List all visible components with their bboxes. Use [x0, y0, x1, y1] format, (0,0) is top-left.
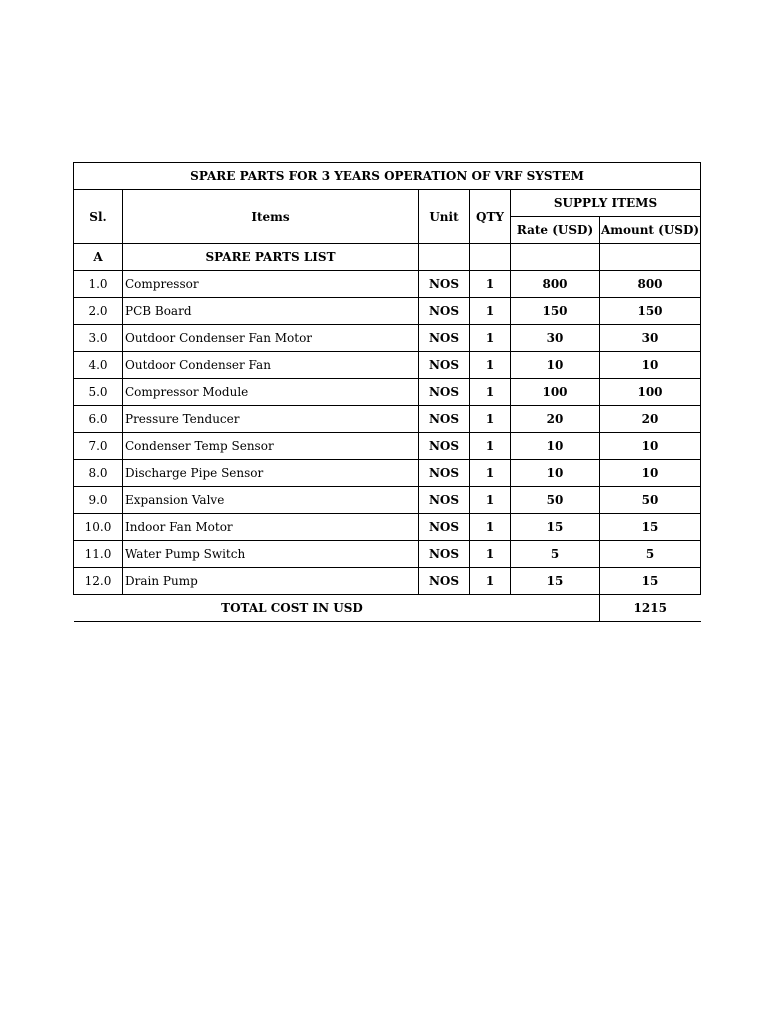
- section-empty-cell: [511, 244, 600, 271]
- header-rate: Rate (USD): [511, 217, 600, 244]
- cell-sl: 7.0: [74, 433, 123, 460]
- cell-sl: 1.0: [74, 271, 123, 298]
- header-qty: QTY: [470, 190, 511, 244]
- cell-unit: NOS: [419, 406, 470, 433]
- cell-unit: NOS: [419, 298, 470, 325]
- cell-rate: 150: [511, 298, 600, 325]
- cell-unit: NOS: [419, 433, 470, 460]
- cell-unit: NOS: [419, 271, 470, 298]
- cell-amount: 50: [600, 487, 701, 514]
- cell-qty: 1: [470, 487, 511, 514]
- table-row: [74, 514, 701, 541]
- cell-qty: 1: [470, 298, 511, 325]
- cell-amount: 10: [600, 433, 701, 460]
- table-row: [74, 298, 701, 325]
- cell-rate: 20: [511, 406, 600, 433]
- cell-rate: 10: [511, 460, 600, 487]
- cell-sl: 12.0: [74, 568, 123, 595]
- cell-item: Water Pump Switch: [123, 541, 419, 568]
- header-unit: Unit: [419, 190, 470, 244]
- cell-rate: 15: [511, 514, 600, 541]
- cell-rate: 15: [511, 568, 600, 595]
- section-empty-cell: [470, 244, 511, 271]
- cell-qty: 1: [470, 568, 511, 595]
- cell-qty: 1: [470, 325, 511, 352]
- cell-amount: 100: [600, 379, 701, 406]
- section-code: A: [74, 244, 123, 271]
- table-row: [74, 271, 701, 298]
- cell-sl: 10.0: [74, 514, 123, 541]
- cell-rate: 50: [511, 487, 600, 514]
- cell-rate: 800: [511, 271, 600, 298]
- cell-sl: 9.0: [74, 487, 123, 514]
- cell-qty: 1: [470, 541, 511, 568]
- cell-unit: NOS: [419, 379, 470, 406]
- cell-item: Condenser Temp Sensor: [123, 433, 419, 460]
- cell-rate: 10: [511, 352, 600, 379]
- total-label: TOTAL COST IN USD: [74, 595, 511, 622]
- table-title: SPARE PARTS FOR 3 YEARS OPERATION OF VRF SYSTEM: [74, 163, 701, 190]
- cell-rate: 30: [511, 325, 600, 352]
- cell-amount: 10: [600, 460, 701, 487]
- cell-unit: NOS: [419, 460, 470, 487]
- cell-unit: NOS: [419, 514, 470, 541]
- header-items: Items: [123, 190, 419, 244]
- cell-qty: 1: [470, 271, 511, 298]
- table-row: [74, 541, 701, 568]
- cell-sl: 6.0: [74, 406, 123, 433]
- cell-qty: 1: [470, 406, 511, 433]
- cell-unit: NOS: [419, 352, 470, 379]
- header-sl: Sl.: [74, 190, 123, 244]
- section-label: SPARE PARTS LIST: [123, 244, 419, 271]
- cell-item: Drain Pump: [123, 568, 419, 595]
- cell-sl: 11.0: [74, 541, 123, 568]
- table-row: [74, 325, 701, 352]
- table-row: [74, 352, 701, 379]
- cell-sl: 8.0: [74, 460, 123, 487]
- section-empty-cell: [600, 244, 701, 271]
- cell-item: Compressor Module: [123, 379, 419, 406]
- cell-amount: 10: [600, 352, 701, 379]
- cell-amount: 5: [600, 541, 701, 568]
- cell-sl: 2.0: [74, 298, 123, 325]
- table-row: [74, 460, 701, 487]
- title-row: [74, 163, 701, 190]
- cell-amount: 800: [600, 271, 701, 298]
- cell-amount: 20: [600, 406, 701, 433]
- cell-amount: 15: [600, 514, 701, 541]
- section-row: [74, 244, 701, 271]
- cell-qty: 1: [470, 379, 511, 406]
- cell-item: Expansion Valve: [123, 487, 419, 514]
- section-empty-cell: [419, 244, 470, 271]
- cell-amount: 15: [600, 568, 701, 595]
- cell-sl: 3.0: [74, 325, 123, 352]
- cell-rate: 100: [511, 379, 600, 406]
- total-value: 1215: [600, 595, 701, 622]
- header-supply-items: SUPPLY ITEMS: [511, 190, 701, 217]
- cell-item: PCB Board: [123, 298, 419, 325]
- cell-sl: 4.0: [74, 352, 123, 379]
- cell-unit: NOS: [419, 325, 470, 352]
- cell-item: Pressure Tenducer: [123, 406, 419, 433]
- cell-amount: 30: [600, 325, 701, 352]
- total-row: [74, 595, 701, 622]
- header-row-1: [74, 190, 701, 217]
- cell-item: Indoor Fan Motor: [123, 514, 419, 541]
- cell-item: Discharge Pipe Sensor: [123, 460, 419, 487]
- cell-item: Compressor: [123, 271, 419, 298]
- spare-parts-table: [73, 162, 701, 622]
- cell-item: Outdoor Condenser Fan: [123, 352, 419, 379]
- cell-unit: NOS: [419, 487, 470, 514]
- cell-qty: 1: [470, 514, 511, 541]
- table-row: [74, 487, 701, 514]
- table-row: [74, 379, 701, 406]
- cell-rate: 10: [511, 433, 600, 460]
- header-amount: Amount (USD): [600, 217, 701, 244]
- table-row: [74, 568, 701, 595]
- cell-unit: NOS: [419, 568, 470, 595]
- cell-sl: 5.0: [74, 379, 123, 406]
- total-spacer-cell: [511, 595, 600, 622]
- cell-qty: 1: [470, 433, 511, 460]
- cell-unit: NOS: [419, 541, 470, 568]
- table-row: [74, 433, 701, 460]
- cell-item: Outdoor Condenser Fan Motor: [123, 325, 419, 352]
- cell-qty: 1: [470, 460, 511, 487]
- cell-amount: 150: [600, 298, 701, 325]
- cell-qty: 1: [470, 352, 511, 379]
- table-row: [74, 406, 701, 433]
- cell-rate: 5: [511, 541, 600, 568]
